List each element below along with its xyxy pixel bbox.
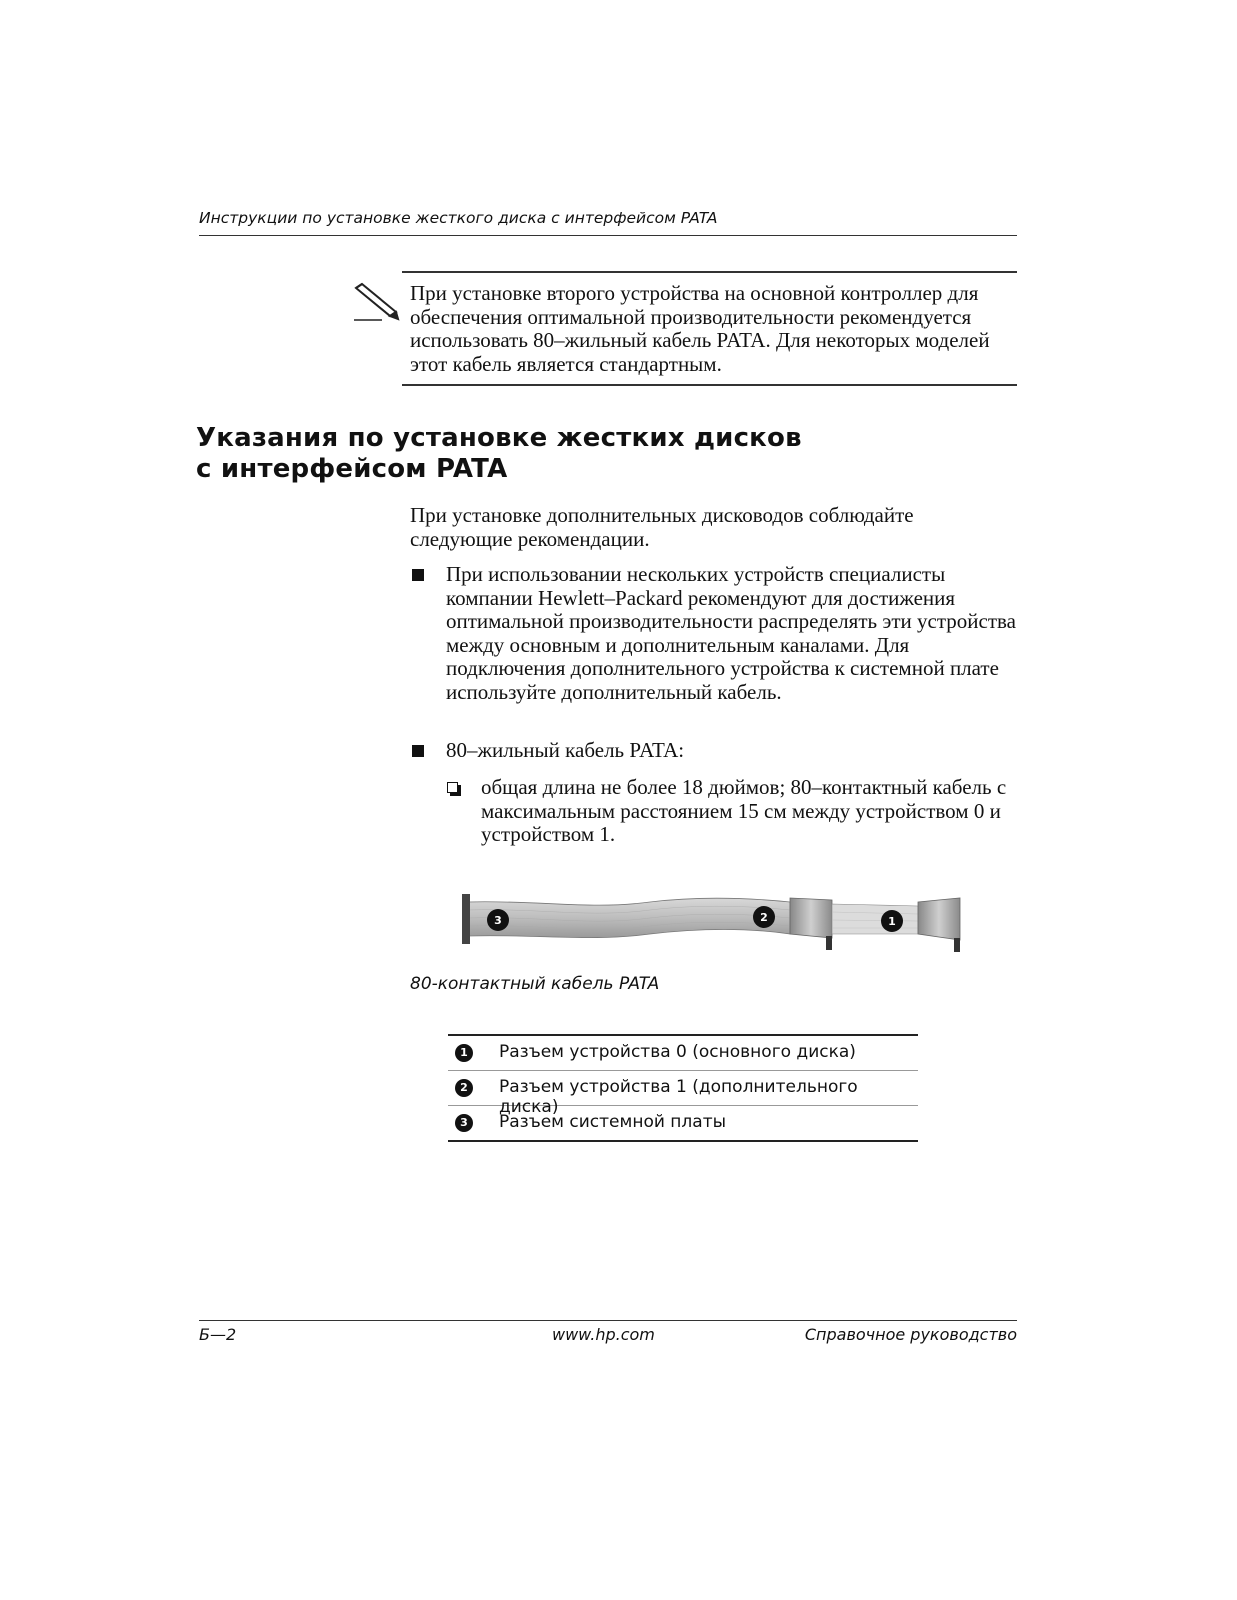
sub-bullet-box-icon	[447, 782, 458, 793]
footer-title: Справочное руководство	[804, 1325, 1017, 1344]
legend-number-badge: 2	[455, 1079, 473, 1097]
legend-number-badge: 3	[455, 1114, 473, 1132]
footer-page-number: Б—2	[199, 1325, 237, 1344]
sub-bullet-cable-length: общая длина не более 18 дюймов; 80–контактный кабель с максимальным расстоянием 15 см между устройством 0 и устройством 1.	[481, 775, 1007, 846]
legend-label: Разъем устройства 1 (дополнительного диска)	[499, 1077, 858, 1117]
note-divider-bottom	[402, 384, 1017, 386]
legend-row	[448, 1036, 918, 1071]
callout-3	[487, 909, 509, 931]
callout-1-label: 1	[888, 915, 896, 928]
legend-label: Разъем устройства 0 (основного диска)	[499, 1042, 856, 1062]
legend-row	[448, 1106, 918, 1142]
pata-cable-illustration	[460, 888, 970, 958]
bullet-square-icon	[412, 745, 424, 757]
callout-3-label: 3	[494, 914, 502, 927]
header-divider	[199, 235, 1017, 236]
callout-2-label: 2	[760, 911, 768, 924]
callout-2	[753, 906, 775, 928]
legend-label: Разъем системной платы	[499, 1112, 727, 1132]
note-divider-top	[402, 271, 1017, 273]
footer-divider	[199, 1320, 1017, 1321]
section-title	[196, 423, 896, 485]
intro-paragraph: При установке дополнительных дисководов соблюдайте следующие рекомендации.	[410, 503, 914, 551]
pencil-note-icon	[352, 282, 400, 322]
bullet-item-80-wire-cable: 80–жильный кабель PATA:	[446, 738, 685, 762]
section-title-line-2: с интерфейсом PATA	[196, 454, 508, 484]
legend-number-badge: 1	[455, 1044, 473, 1062]
legend-row	[448, 1071, 918, 1117]
running-head: Инструкции по установке жесткого диска с интерфейсом PATA	[199, 209, 718, 227]
legend-table	[448, 1034, 918, 1142]
note-text: При установке второго устройства на основной контроллер для обеспечения оптимальной производительности рекомендуется использовать 80–жильный кабель PATA. Для некоторых моделей этот кабель является стандартным.	[410, 281, 990, 376]
bullet-square-icon	[412, 569, 424, 581]
section-title-line-1: Указания по установке жестких дисков	[196, 423, 802, 453]
bullet-item-multiple-devices: При использовании нескольких устройств специалисты компании Hewlett–Packard рекомендуют для достижения оптимальной производительности распределять эти устройства между основным и дополнительным каналами. Для подключения дополнительного устройства к системной плате используйте дополнительный кабель.	[446, 562, 1016, 704]
footer-url: www.hp.com	[552, 1325, 655, 1344]
figure-caption: 80-контактный кабель PATA	[410, 974, 660, 994]
callout-1	[881, 910, 903, 932]
